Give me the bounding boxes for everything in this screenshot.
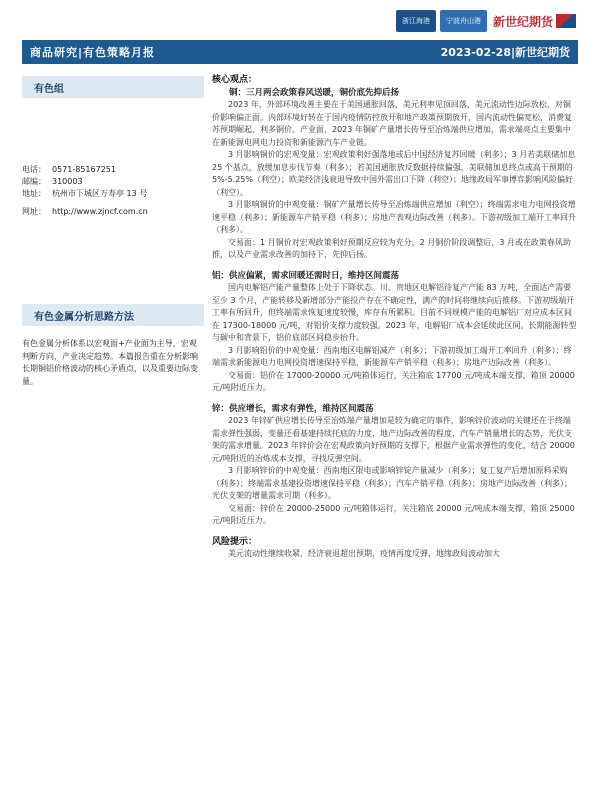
aluminum-paragraph-3: 交易面：铝价在 17000-20000 元/吨箱体运行，关注箱底 17700 元/吨成本端支撑，箱顶 20000 元/吨附近压力。 <box>212 370 575 392</box>
copper-paragraph-1: 2023 年，外部环境改善主要在于美国通胀回落，美元利率见顶回落，美元流动性边际放松，对铜价影响偏正面。内部环境好转在于国内疫情防控放开和地产政策预期放开，国内流动性偏宽松，消费复苏预期崛起，利多铜价。产业面，2023 年铜矿产量增长传导至冶炼端供应增加，需求端亮点主要集中在新能源电网电力投资和新能源汽车产业链。 <box>212 100 572 147</box>
ningbo-port-logo: 宁波舟山港 <box>440 10 487 32</box>
sidebar <box>22 76 204 388</box>
copper-title: 铜：三月两会政策春风送暖，铜价底先抑后扬 <box>229 87 400 98</box>
aluminum-paragraph-2: 3 月影响铝价的中观变量：西南地区电解铝减产（利多）；下游初级加工端开工率回升（利多）；终端需求新能源电力电网投资增速保持平稳，新能源车产销平稳（利多）；房地产边际改善（利多）。 <box>212 345 572 367</box>
header-logos <box>396 8 578 34</box>
phone-value: 0571-85167251 <box>52 165 116 174</box>
aluminum-paragraph-1: 国内电解铝产能产量整体上处于下降状态。川、贵地区电解铝待复产产能 83 万吨，全面达产需要至少 3 个月，产能转移及新增部分产能投产存在不确定性，满产的时间将继续向后推移。下游初级端开工率有所回升，但终端需求恢复速度较慢，库存有所累积。目前不同规模产能的电解铝厂对应成本区间在 17300-18000 元/吨，对铝价支撑力度较强。2023 年，电解铝厂成本会延续此区间。长期能源转型与碳中和背景下，铝价底部区间稳步抬升。 <box>212 283 577 342</box>
xinshiji-logo <box>491 13 578 30</box>
group-title: 有色组 <box>22 76 204 98</box>
phone-label: 电话： <box>22 165 46 174</box>
aluminum-title: 铝：供应偏紧，需求回暖还需时日，维持区间震荡 <box>212 270 400 281</box>
zinc-paragraph-3: 交易面：锌价在 20000-25000 元/吨箱体运行，关注箱底 20000 元/吨成本端支撑，箱顶 25000 元/吨附近压力。 <box>212 503 575 525</box>
address-label: 地址： <box>22 189 46 198</box>
risk-text: 美元流动性继续收紧，经济衰退超出预期，疫情再度反弹，地缘政局波动加大 <box>228 549 500 558</box>
report-title: 商品研究|有色策略月报 <box>30 46 156 59</box>
website-link[interactable]: http://www.zjncf.com.cn <box>52 207 148 216</box>
zhejiang-seaport-logo: 浙江海港 <box>396 10 436 32</box>
address-value: 杭州市下城区万寿亭 13 号 <box>52 189 148 198</box>
report-date: 2023-02-28|新世纪期货 <box>440 46 570 59</box>
main-content <box>212 74 578 561</box>
xinshiji-logo-text: 新世纪期货 <box>492 14 553 29</box>
website-label: 网址： <box>22 207 46 216</box>
method-text: 有色金属分析体系以宏观面+产业面为主导，宏观判断方向，产业决定趋势。本篇报告重在分析影响长期铜铝价格波动的核心矛盾点，以及重要边际变量。 <box>22 339 198 386</box>
method-title: 有色金属分析思路方法 <box>22 304 204 326</box>
zinc-paragraph-1: 2023 年锌矿供应增长传导至冶炼端产量增加是较为确定的事件，影响锌价波动的关键还在于终端需求弹性强弱，变量还看基建持续托底的力度，地产边际改善的程度，汽车产销量增长的态势，光伏支架的需求增量。2023 年锌价会在宏观政策向好预期的支撑下，根据产业需求弹性的变化，结合 20000 元/吨附近的冶炼成本支撑，寻找反弹空间。 <box>212 416 575 463</box>
contact-block <box>22 164 204 218</box>
xinshiji-mark-icon <box>556 14 576 28</box>
zinc-paragraph-2: 3 月影响锌价的中观变量：西南地区限电或影响锌锭产量减少（利多）；复工复产后增加原料采购（利多）；终端需求基建投资增速保持平稳（利多）；汽车产销平稳（利多）；房地产边际改善（利多）；光伏支架的增量需求可期（利多）。 <box>212 466 572 500</box>
copper-paragraph-3: 3 月影响铜价的中观变量：铜矿产量增长传导至冶炼端供应增加（利空）；终端需求电力电网投资增速平稳（利多）；新能源车产销平稳（利多）；房地产表观边际改善（利多）。下游初级加工端开工率回升（利多）。 <box>212 200 576 234</box>
zinc-title: 锌：供应增长，需求有弹性，维持区间震荡 <box>212 403 374 414</box>
risk-title: 风险提示： <box>212 536 258 547</box>
zip-label: 邮编： <box>22 177 46 186</box>
copper-paragraph-2: 3 月影响铜价的宏观变量：宏观政策利好强落地或后中国经济复苏回暖（利多）；3 月若美联储加息 25 个基点，放缓加息步伐节奏（利多）；若美国通胀放反数据持续偏强，美联储加息终点或高于预期的 5%-5.25%（利空）；欧美经济浅衰退导致中国外需出口下降（利空）；地缘政局军事博弈影响风险偏好（利空）。 <box>212 150 576 197</box>
report-header-bar <box>22 40 578 64</box>
zip-value: 310003 <box>52 177 83 186</box>
core-view-title: 核心观点： <box>212 75 258 85</box>
copper-paragraph-4: 交易面：1 月铜价对宏观政策利好预期反应较为充分，2 月铜价阶段调整后，3 月或在政策春风助推，以及产业需求改善的加持下，先抑后扬。 <box>212 237 571 259</box>
